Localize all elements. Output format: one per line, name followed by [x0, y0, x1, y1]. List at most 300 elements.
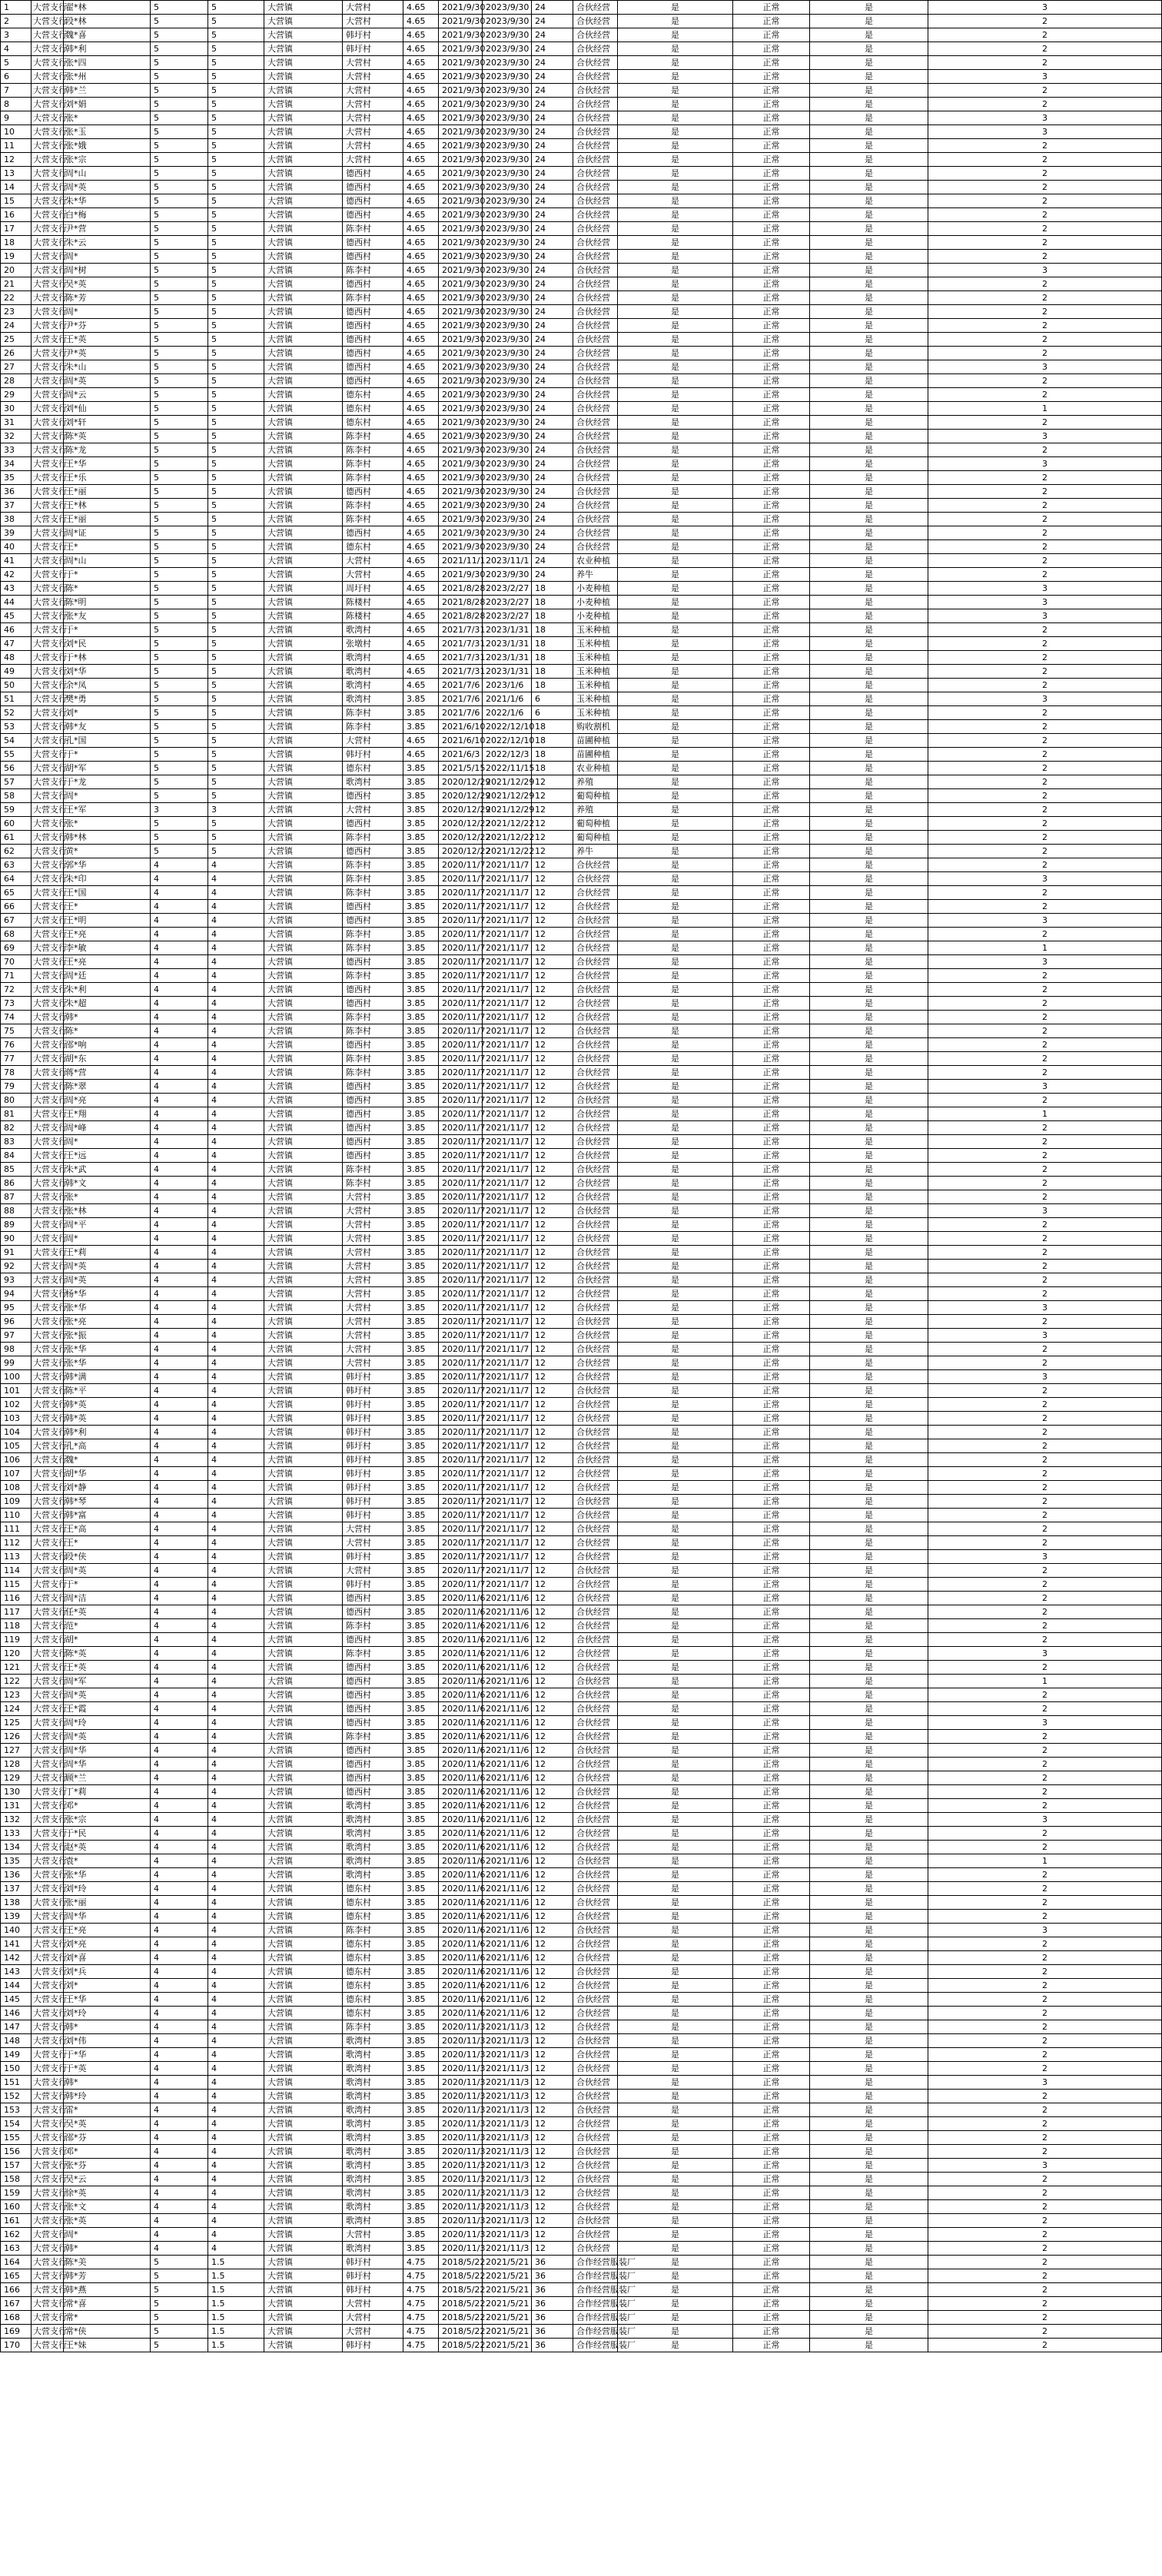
table-cell: 2 — [928, 1218, 1162, 1232]
table-cell: 2020/11/7 — [439, 1011, 483, 1024]
table-cell: 大营镇 — [264, 1882, 343, 1896]
table-cell: 2021/11/7 — [483, 955, 532, 969]
table-cell: 48 — [1, 651, 32, 665]
table-cell: 陈李村 — [343, 706, 403, 720]
table-cell: 是 — [618, 1149, 733, 1163]
table-cell: 12 — [532, 1619, 573, 1633]
table-cell: 2023/9/30 — [483, 568, 532, 582]
table-cell: 德西村 — [343, 1605, 403, 1619]
table-cell: 8 — [1, 98, 32, 111]
table-cell: 是 — [618, 983, 733, 997]
table-cell: 合伙经营 — [573, 941, 618, 955]
table-cell: 2021/11/7 — [483, 1426, 532, 1439]
table-cell: 大营支行 — [32, 1163, 64, 1177]
table-cell: 41 — [1, 554, 32, 568]
table-cell: 韩*友 — [64, 720, 151, 734]
table-cell: 107 — [1, 1467, 32, 1481]
table-cell: 正常 — [733, 706, 810, 720]
table-cell: 大营镇 — [264, 2145, 343, 2159]
table-cell: 4 — [208, 1688, 264, 1702]
table-cell: 4.65 — [403, 748, 439, 762]
table-row — [1, 471, 1162, 485]
table-cell: 12 — [532, 1633, 573, 1647]
table-cell: 2020/11/7 — [439, 1066, 483, 1080]
table-cell: 2021/9/30 — [439, 360, 483, 374]
table-cell: 3 — [928, 692, 1162, 706]
table-cell: 周* — [64, 305, 151, 319]
table-cell: 3 — [928, 955, 1162, 969]
table-cell: 5 — [151, 319, 208, 333]
table-cell: 是 — [618, 139, 733, 153]
table-cell: 是 — [810, 1273, 928, 1287]
table-cell: 3 — [928, 1924, 1162, 1937]
table-cell: 24 — [532, 42, 573, 56]
table-cell: 24 — [532, 457, 573, 471]
table-cell: 葡萄种植 — [573, 817, 618, 831]
table-row — [1, 2297, 1162, 2311]
table-cell: 3.85 — [403, 1204, 439, 1218]
table-cell: 是 — [810, 554, 928, 568]
table-cell: 韩*英 — [64, 1398, 151, 1412]
table-cell: 是 — [618, 679, 733, 692]
table-cell: 朱*印 — [64, 872, 151, 886]
table-cell: 合伙经营 — [573, 1924, 618, 1937]
table-cell: 4 — [208, 1038, 264, 1052]
table-cell: 玉米种植 — [573, 665, 618, 679]
table-cell: 2021/11/7 — [483, 1094, 532, 1107]
table-cell: 12 — [532, 1675, 573, 1688]
table-cell: 大营支行 — [32, 305, 64, 319]
table-cell: 周*山 — [64, 554, 151, 568]
table-cell: 3.85 — [403, 1384, 439, 1398]
table-cell: 是 — [810, 430, 928, 443]
table-cell: 是 — [810, 1965, 928, 1979]
table-cell: 4 — [208, 1910, 264, 1924]
table-cell: 5 — [151, 208, 208, 222]
table-cell: 2021/11/6 — [483, 1633, 532, 1647]
table-cell: 2020/11/6 — [439, 1854, 483, 1868]
table-cell: 12 — [532, 1536, 573, 1550]
table-cell: 2023/9/30 — [483, 277, 532, 291]
table-cell: 大营镇 — [264, 2062, 343, 2076]
table-cell: 5 — [151, 305, 208, 319]
table-cell: 4 — [151, 2007, 208, 2020]
table-cell: 86 — [1, 1177, 32, 1190]
table-cell: 4.65 — [403, 360, 439, 374]
table-cell: 2020/11/7 — [439, 1260, 483, 1273]
table-cell: 正常 — [733, 264, 810, 277]
table-cell: 91 — [1, 1246, 32, 1260]
table-cell: 3.85 — [403, 720, 439, 734]
table-cell: 24 — [532, 70, 573, 84]
table-cell: 是 — [618, 1910, 733, 1924]
table-cell: 大营支行 — [32, 2034, 64, 2048]
table-cell: 3.85 — [403, 1827, 439, 1841]
table-cell: 大营支行 — [32, 803, 64, 817]
table-cell: 大营镇 — [264, 817, 343, 831]
table-cell: 4 — [151, 1993, 208, 2007]
table-cell: 是 — [618, 513, 733, 526]
table-cell: 5 — [208, 305, 264, 319]
table-cell: 正常 — [733, 1, 810, 15]
table-cell: 2020/11/7 — [439, 941, 483, 955]
table-cell: 歌湾村 — [343, 2242, 403, 2256]
table-cell: 正常 — [733, 471, 810, 485]
table-cell: 4 — [151, 1426, 208, 1439]
table-cell: 陈李村 — [343, 1730, 403, 1744]
table-cell: 大营支行 — [32, 222, 64, 236]
table-cell: 36 — [532, 2256, 573, 2269]
table-cell: 4.65 — [403, 416, 439, 430]
table-cell: 大营支行 — [32, 1453, 64, 1467]
table-cell: 张墩村 — [343, 637, 403, 651]
table-cell: 陈*明 — [64, 596, 151, 609]
table-cell: 2 — [928, 734, 1162, 748]
table-cell: 歌湾村 — [343, 2131, 403, 2145]
table-cell: 是 — [810, 858, 928, 872]
table-cell: 正常 — [733, 1799, 810, 1813]
table-cell: 112 — [1, 1536, 32, 1550]
table-cell: 正常 — [733, 333, 810, 347]
table-cell: 合伙经营 — [573, 1370, 618, 1384]
table-cell: 5 — [151, 679, 208, 692]
table-cell: 18 — [532, 582, 573, 596]
table-cell: 3.85 — [403, 1951, 439, 1965]
table-cell: 2020/11/6 — [439, 1716, 483, 1730]
table-cell: 5 — [151, 2283, 208, 2297]
table-cell: 大营镇 — [264, 941, 343, 955]
table-cell: 4.65 — [403, 609, 439, 623]
table-cell: 2021/9/30 — [439, 111, 483, 125]
table-cell: 111 — [1, 1522, 32, 1536]
table-cell: 是 — [810, 2311, 928, 2325]
table-cell: 张*亮 — [64, 1315, 151, 1329]
table-cell: 2021/9/30 — [439, 347, 483, 360]
table-cell: 166 — [1, 2283, 32, 2297]
table-cell: 4 — [208, 1301, 264, 1315]
table-cell: 4 — [151, 1647, 208, 1661]
table-cell: 132 — [1, 1813, 32, 1827]
table-cell: 24 — [532, 153, 573, 167]
table-cell: 正常 — [733, 1163, 810, 1177]
table-cell: 是 — [810, 236, 928, 250]
table-cell: 歌湾村 — [343, 1841, 403, 1854]
table-cell: 3.85 — [403, 1661, 439, 1675]
table-cell: 是 — [618, 1578, 733, 1592]
table-cell: 大营支行 — [32, 1536, 64, 1550]
table-cell: 正常 — [733, 734, 810, 748]
table-cell: 2020/11/7 — [439, 1426, 483, 1439]
table-cell: 胡*华 — [64, 1467, 151, 1481]
table-cell: 2 — [928, 803, 1162, 817]
table-cell: 21 — [1, 277, 32, 291]
table-cell: 2023/9/30 — [483, 70, 532, 84]
table-cell: 2020/11/7 — [439, 1384, 483, 1398]
table-cell: 12 — [532, 1370, 573, 1384]
table-cell: 2020/11/7 — [439, 1329, 483, 1343]
table-cell: 大营支行 — [32, 1522, 64, 1536]
table-cell: 3 — [928, 125, 1162, 139]
table-cell: 是 — [618, 1979, 733, 1993]
table-cell: 2021/9/30 — [439, 430, 483, 443]
table-cell: 是 — [810, 443, 928, 457]
table-cell: 2020/11/3 — [439, 2034, 483, 2048]
table-cell: 大营支行 — [32, 1799, 64, 1813]
table-cell: 歌湾村 — [343, 651, 403, 665]
table-cell: 韩圩村 — [343, 1384, 403, 1398]
table-cell: 是 — [618, 1107, 733, 1121]
table-cell: 合伙经营 — [573, 914, 618, 928]
table-cell: 24 — [532, 56, 573, 70]
table-cell: 大营支行 — [32, 333, 64, 347]
table-row — [1, 609, 1162, 623]
table-cell: 韩圩村 — [343, 42, 403, 56]
table-cell: 4 — [208, 1481, 264, 1495]
table-cell: 4 — [208, 2173, 264, 2186]
table-row — [1, 1868, 1162, 1882]
table-cell: 5 — [151, 2297, 208, 2311]
table-cell: 2021/11/7 — [483, 1121, 532, 1135]
table-cell: 正常 — [733, 443, 810, 457]
table-cell: 正常 — [733, 1204, 810, 1218]
table-cell: 4.75 — [403, 2269, 439, 2283]
table-cell: 正常 — [733, 2117, 810, 2131]
table-cell: 4 — [208, 1024, 264, 1038]
table-cell: 4 — [208, 1771, 264, 1785]
table-cell: 159 — [1, 2186, 32, 2200]
table-cell: 4.65 — [403, 526, 439, 540]
table-cell: 5 — [208, 388, 264, 402]
table-cell: 2021/12/22 — [483, 845, 532, 858]
table-cell: 4 — [208, 997, 264, 1011]
table-cell: 合作经营服装厂 — [573, 2325, 618, 2339]
table-cell: 是 — [810, 1744, 928, 1758]
table-cell: 是 — [810, 1315, 928, 1329]
table-cell: 2021/11/7 — [483, 1370, 532, 1384]
table-cell: 12 — [532, 2242, 573, 2256]
table-cell: 3.85 — [403, 2214, 439, 2228]
table-cell: 大营镇 — [264, 997, 343, 1011]
table-cell: 陈李村 — [343, 1024, 403, 1038]
table-cell: 4 — [151, 1619, 208, 1633]
table-cell: 2021/11/3 — [483, 2159, 532, 2173]
table-cell: 2020/11/6 — [439, 1744, 483, 1758]
table-cell: 4 — [208, 1730, 264, 1744]
table-row — [1, 1744, 1162, 1758]
table-cell: 3.85 — [403, 1287, 439, 1301]
table-cell: 大营镇 — [264, 125, 343, 139]
table-cell: 是 — [810, 762, 928, 775]
table-cell: 2021/11/7 — [483, 1204, 532, 1218]
table-cell: 2021/7/6 — [439, 692, 483, 706]
table-cell: 2020/11/7 — [439, 1246, 483, 1260]
table-cell: 是 — [618, 1246, 733, 1260]
table-cell: 5 — [151, 264, 208, 277]
table-cell: 大营镇 — [264, 1273, 343, 1287]
table-cell: 5 — [151, 28, 208, 42]
table-cell: 是 — [810, 983, 928, 997]
table-cell: 大营镇 — [264, 416, 343, 430]
table-cell: 4 — [151, 1841, 208, 1854]
table-cell: 2021/11/6 — [483, 1868, 532, 1882]
table-cell: 2021/11/7 — [483, 1149, 532, 1163]
table-cell: 24 — [532, 181, 573, 194]
table-cell: 韩*利 — [64, 42, 151, 56]
table-cell: 3.85 — [403, 1066, 439, 1080]
table-cell: 2020/11/7 — [439, 1398, 483, 1412]
table-cell: 大营镇 — [264, 858, 343, 872]
table-cell: 张*华 — [64, 1343, 151, 1356]
table-cell: 12 — [532, 1384, 573, 1398]
table-cell: 4 — [151, 1536, 208, 1550]
table-cell: 2020/11/3 — [439, 2062, 483, 2076]
table-cell: 大营支行 — [32, 720, 64, 734]
table-cell: 正常 — [733, 1135, 810, 1149]
table-cell: 5 — [208, 817, 264, 831]
table-cell: 是 — [618, 374, 733, 388]
table-row — [1, 2200, 1162, 2214]
table-cell: 大营镇 — [264, 748, 343, 762]
table-cell: 106 — [1, 1453, 32, 1467]
table-cell: 4 — [208, 1453, 264, 1467]
table-cell: 2 — [928, 305, 1162, 319]
table-cell: 张*玉 — [64, 125, 151, 139]
table-cell: 大营支行 — [32, 665, 64, 679]
table-cell: 5 — [151, 568, 208, 582]
table-cell: 2021/9/30 — [439, 222, 483, 236]
table-cell: 是 — [810, 1232, 928, 1246]
table-cell: 162 — [1, 2228, 32, 2242]
table-cell: 是 — [810, 1038, 928, 1052]
table-cell: 合伙经营 — [573, 1813, 618, 1827]
table-cell: 2020/11/6 — [439, 1979, 483, 1993]
table-cell: 是 — [618, 651, 733, 665]
table-cell: 18 — [532, 762, 573, 775]
table-cell: 大营支行 — [32, 526, 64, 540]
table-cell: 4 — [208, 914, 264, 928]
table-cell: 是 — [618, 872, 733, 886]
table-row — [1, 623, 1162, 637]
table-cell: 大营支行 — [32, 2228, 64, 2242]
table-cell: 张*华 — [64, 1868, 151, 1882]
table-row — [1, 1882, 1162, 1896]
table-cell: 是 — [810, 1661, 928, 1675]
table-cell: 正常 — [733, 222, 810, 236]
table-cell: 大营支行 — [32, 1301, 64, 1315]
table-cell: 2 — [928, 1439, 1162, 1453]
table-cell: 47 — [1, 637, 32, 651]
table-cell: 2020/11/6 — [439, 1937, 483, 1951]
table-cell: 3.85 — [403, 2242, 439, 2256]
table-cell: 2 — [928, 858, 1162, 872]
table-cell: 2021/1/6 — [483, 692, 532, 706]
table-cell: 5 — [208, 706, 264, 720]
table-cell: 大营支行 — [32, 388, 64, 402]
table-cell: 是 — [618, 2256, 733, 2269]
table-row — [1, 582, 1162, 596]
table-cell: 3.85 — [403, 1633, 439, 1647]
table-cell: 2023/9/30 — [483, 388, 532, 402]
table-cell: 2 — [928, 1868, 1162, 1882]
table-cell: 12 — [532, 2007, 573, 2020]
table-cell: 12 — [532, 914, 573, 928]
table-cell: 12 — [532, 1951, 573, 1965]
table-cell: 1 — [928, 402, 1162, 416]
table-cell: 合伙经营 — [573, 1467, 618, 1481]
table-cell: 德西村 — [343, 305, 403, 319]
table-cell: 苗圃种植 — [573, 748, 618, 762]
table-cell: 玉米种植 — [573, 706, 618, 720]
table-cell: 12 — [532, 900, 573, 914]
table-cell: 4 — [208, 955, 264, 969]
table-row — [1, 333, 1162, 347]
table-cell: 农业种植 — [573, 762, 618, 775]
table-cell: 正常 — [733, 637, 810, 651]
table-cell: 是 — [810, 181, 928, 194]
table-cell: 是 — [618, 15, 733, 28]
table-cell: 葡萄种植 — [573, 789, 618, 803]
table-cell: 4 — [208, 2242, 264, 2256]
table-cell: 1 — [928, 1107, 1162, 1121]
table-cell: 韩*兰 — [64, 84, 151, 98]
table-row — [1, 111, 1162, 125]
table-cell: 于* — [64, 748, 151, 762]
table-cell: 合作经营服装厂 — [573, 2311, 618, 2325]
table-cell: 德西村 — [343, 526, 403, 540]
table-cell: 正常 — [733, 153, 810, 167]
table-cell: 4 — [208, 1716, 264, 1730]
table-cell: 大营镇 — [264, 2283, 343, 2297]
table-cell: 2 — [928, 1827, 1162, 1841]
table-cell: 合伙经营 — [573, 2007, 618, 2020]
table-cell: 韩圩村 — [343, 2283, 403, 2297]
table-cell: 5 — [208, 139, 264, 153]
table-cell: 2021/11/6 — [483, 1979, 532, 1993]
table-cell: 歌湾村 — [343, 2145, 403, 2159]
table-cell: 合伙经营 — [573, 1868, 618, 1882]
table-cell: 2021/11/6 — [483, 1716, 532, 1730]
table-cell: 4 — [151, 2103, 208, 2117]
table-cell: 合伙经营 — [573, 2090, 618, 2103]
table-cell: 是 — [618, 2007, 733, 2020]
table-cell: 大营支行 — [32, 637, 64, 651]
table-cell: 5 — [151, 706, 208, 720]
table-cell: 合伙经营 — [573, 1605, 618, 1619]
table-cell: 2021/11/3 — [483, 2090, 532, 2103]
table-cell: 正常 — [733, 374, 810, 388]
table-cell: 大营镇 — [264, 900, 343, 914]
table-cell: 2020/11/6 — [439, 1882, 483, 1896]
table-cell: 1 — [928, 1854, 1162, 1868]
table-cell: 5 — [151, 651, 208, 665]
table-row — [1, 2269, 1162, 2283]
table-row — [1, 596, 1162, 609]
table-cell: 2021/8/28 — [439, 609, 483, 623]
table-cell: 大营支行 — [32, 1771, 64, 1785]
table-cell: 18 — [532, 734, 573, 748]
table-cell: 是 — [618, 1868, 733, 1882]
table-cell: 2021/9/30 — [439, 98, 483, 111]
table-cell: 正常 — [733, 1522, 810, 1536]
table-cell: 2021/11/7 — [483, 1024, 532, 1038]
table-cell: 2 — [928, 554, 1162, 568]
table-cell: 3.85 — [403, 1011, 439, 1024]
table-cell: 周*亮 — [64, 1094, 151, 1107]
table-cell: 大营镇 — [264, 637, 343, 651]
table-cell: 4 — [208, 1813, 264, 1827]
table-cell: 3.85 — [403, 1481, 439, 1495]
table-row — [1, 2062, 1162, 2076]
